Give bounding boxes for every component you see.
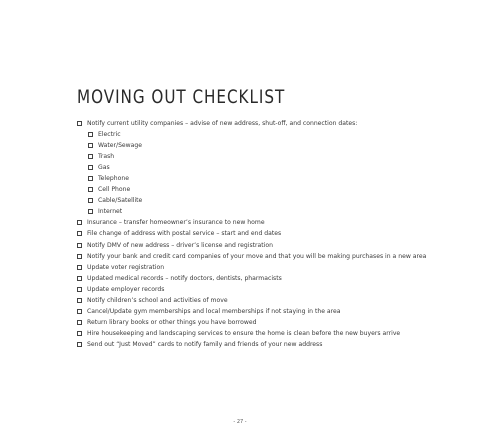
checklist-subitem xyxy=(77,195,457,206)
checklist-subitem xyxy=(77,140,457,151)
checkbox-icon[interactable] xyxy=(77,231,82,236)
checkbox-icon[interactable] xyxy=(77,254,82,259)
checklist-item-label: Cancel/Update gym memberships and local memberships if not staying in the area xyxy=(87,307,341,315)
checkbox-icon[interactable] xyxy=(88,132,93,137)
checklist-item-label: Water/Sewage xyxy=(98,142,143,150)
checkbox-icon[interactable] xyxy=(88,154,93,159)
checklist-item-label: Notify DMV of new address – driver’s license and registration xyxy=(87,241,273,249)
checkbox-icon[interactable] xyxy=(77,243,82,248)
checkbox-icon[interactable] xyxy=(77,342,82,347)
checklist-subitem xyxy=(77,206,457,217)
checklist-item xyxy=(77,262,457,273)
checklist-item-label: Notify your bank and credit card companies of your move and that you will be making purchases in a new area xyxy=(87,252,427,260)
checkbox-icon[interactable] xyxy=(77,298,82,303)
checklist-item-label: Notify children’s school and activities of move xyxy=(87,296,228,304)
checklist-subitem xyxy=(77,173,457,184)
checklist-item xyxy=(77,328,457,339)
checkbox-icon[interactable] xyxy=(77,287,82,292)
checklist-item xyxy=(77,295,457,306)
checklist-subitem xyxy=(77,151,457,162)
checklist-item-label: Internet xyxy=(98,208,123,216)
checklist-item-label: Send out “Just Moved” cards to notify family and friends of your new address xyxy=(87,340,323,348)
checkbox-icon[interactable] xyxy=(77,331,82,336)
checklist-item-label: Update employer records xyxy=(87,285,165,293)
checklist-item-label: Hire housekeeping and landscaping services to ensure the home is clean before the new buyers arrive xyxy=(87,329,401,337)
page-title: MOVING OUT CHECKLIST xyxy=(77,85,286,108)
checklist-item xyxy=(77,317,457,328)
checkbox-icon[interactable] xyxy=(77,309,82,314)
checklist-item-label: File change of address with postal service – start and end dates xyxy=(87,230,282,238)
checklist-item-label: Gas xyxy=(98,164,110,172)
checkbox-icon[interactable] xyxy=(77,265,82,270)
checklist-item xyxy=(77,217,457,228)
checklist-item xyxy=(77,273,457,284)
checklist-item-label: Cell Phone xyxy=(98,186,131,194)
checklist-item-label: Trash xyxy=(98,153,115,161)
checkbox-icon[interactable] xyxy=(88,165,93,170)
checklist-item xyxy=(77,284,457,295)
checklist-subitem xyxy=(77,184,457,195)
checkbox-icon[interactable] xyxy=(88,176,93,181)
checkbox-icon[interactable] xyxy=(77,320,82,325)
checklist-item xyxy=(77,251,457,262)
checklist-item-label: Telephone xyxy=(98,175,129,183)
checkbox-icon[interactable] xyxy=(77,121,82,126)
checkbox-icon[interactable] xyxy=(88,209,93,214)
checkbox-icon[interactable] xyxy=(88,143,93,148)
checklist-item xyxy=(77,118,457,129)
checklist-item xyxy=(77,306,457,317)
checkbox-icon[interactable] xyxy=(88,187,93,192)
checkbox-icon[interactable] xyxy=(88,198,93,203)
checklist-item-label: Notify current utility companies – advise of new address, shut-off, and connection dates: xyxy=(87,120,358,128)
checklist-item-label: Updated medical records – notify doctors, dentists, pharmacists xyxy=(87,274,282,282)
checklist xyxy=(77,118,457,350)
checkbox-icon[interactable] xyxy=(77,276,82,281)
checklist-item-label: Return library books or other things you have borrowed xyxy=(87,318,257,326)
checklist-item-label: Cable/Satellite xyxy=(98,197,143,205)
checklist-item-label: Electric xyxy=(98,131,121,139)
checklist-item-label: Update voter registration xyxy=(87,263,165,271)
checklist-item xyxy=(77,240,457,251)
checklist-item-label: Insurance – transfer homeowner’s insurance to new home xyxy=(87,219,265,227)
checklist-subitem xyxy=(77,129,457,140)
checklist-item xyxy=(77,339,457,350)
checkbox-icon[interactable] xyxy=(77,220,82,225)
page-number: - 27 - xyxy=(233,419,247,425)
checklist-item xyxy=(77,228,457,239)
checklist-subitem xyxy=(77,162,457,173)
